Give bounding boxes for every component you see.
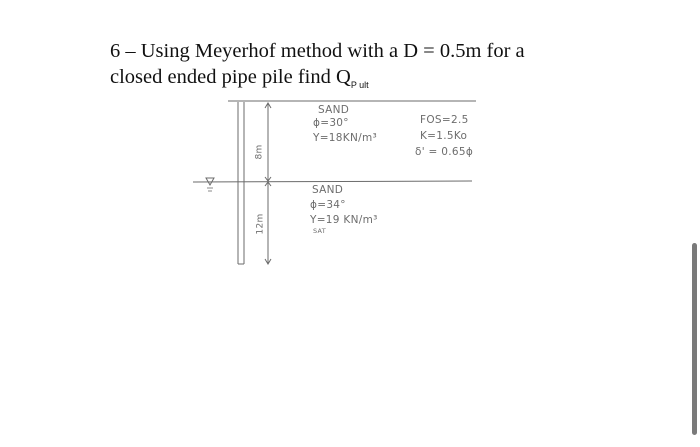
layer1-phi-label: ϕ=30° — [313, 117, 349, 129]
vertical-scrollbar[interactable] — [692, 243, 697, 435]
fos-label: FOS=2.5 — [420, 114, 469, 126]
layer1-thickness-label: 8m — [254, 144, 265, 160]
q-subscript: P ult — [350, 80, 369, 90]
problem-line-1: 6 – Using Meyerhof method with a D = 0.5m for a — [110, 40, 525, 62]
delta-label: δ' = 0.65ϕ — [415, 146, 474, 158]
problem-line-2-text: closed ended pipe pile find Q — [110, 66, 351, 88]
layer1-soil-label: SAND — [318, 104, 350, 116]
layer2-phi-label: ϕ=34° — [310, 199, 346, 211]
layer2-gamma-subscript: SAT — [313, 227, 327, 235]
layer2-gamma-label: Y=19 KN/m³ — [310, 214, 378, 226]
layer2-thickness-label: 12m — [255, 213, 266, 235]
k-label: K=1.5Ko — [420, 130, 468, 142]
layer2-soil-label: SAND — [312, 184, 344, 196]
layer-boundary-line — [193, 181, 472, 182]
water-table-triangle-icon — [206, 178, 214, 191]
layer1-gamma-label: Y=18KN/m³ — [313, 132, 377, 144]
